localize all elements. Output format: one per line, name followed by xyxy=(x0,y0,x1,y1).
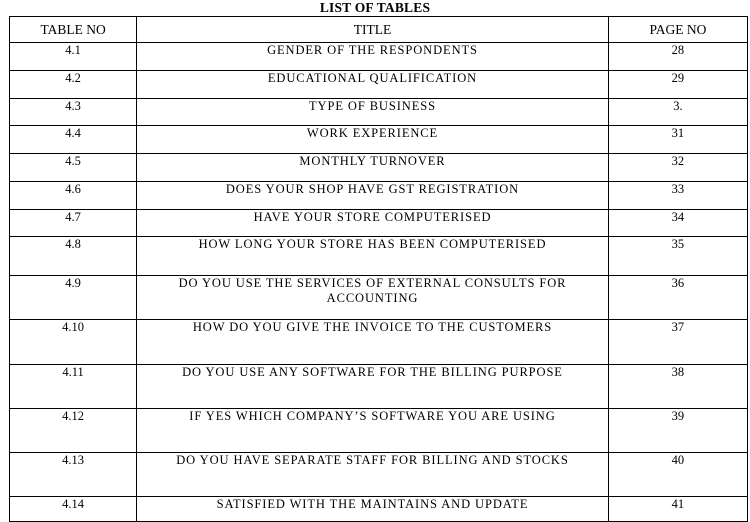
page-number: 35 xyxy=(608,237,747,276)
table-title xyxy=(137,453,609,497)
header-table-no: TABLE NO xyxy=(10,17,137,43)
table-title-text: DO YOU HAVE SEPARATE STAFF FOR BILLING AND STOCKS xyxy=(176,453,569,467)
table-title xyxy=(137,71,609,99)
page-number: 34 xyxy=(608,210,747,237)
table-title xyxy=(137,99,609,126)
table-title xyxy=(137,182,609,210)
table-title xyxy=(137,276,609,320)
table-number: 4.13 xyxy=(10,453,137,497)
table-number: 4.8 xyxy=(10,237,137,276)
page-number: 29 xyxy=(608,71,747,99)
table-title xyxy=(137,43,609,71)
page-number: 3. xyxy=(608,99,747,126)
table-title-text: DOES YOUR SHOP HAVE GST REGISTRATION xyxy=(225,182,520,196)
table-title xyxy=(137,210,609,237)
table-title-text: HAVE YOUR STORE COMPUTERISED xyxy=(253,210,492,224)
table-title-text: GENDER OF THE RESPONDENTS xyxy=(267,43,478,57)
page-number: 39 xyxy=(608,409,747,453)
table-row xyxy=(10,43,748,71)
table-number: 4.6 xyxy=(10,182,137,210)
header-title: TITLE xyxy=(137,17,609,43)
table-title-text: DO YOU USE ANY SOFTWARE FOR THE BILLING PURPOSE xyxy=(182,365,563,379)
table-number: 4.11 xyxy=(10,365,137,409)
page-number: 38 xyxy=(608,365,747,409)
table-title-text: SATISFIED WITH THE MAINTAINS AND UPDATE xyxy=(216,497,529,511)
table-title-text: TYPE OF BUSINESS xyxy=(309,99,436,113)
table-number: 4.14 xyxy=(10,497,137,522)
table-title xyxy=(137,154,609,182)
table-number: 4.9 xyxy=(10,276,137,320)
table-title xyxy=(137,237,609,276)
table-row xyxy=(10,409,748,453)
table-title-text: MONTHLY TURNOVER xyxy=(299,154,446,168)
table-number: 4.5 xyxy=(10,154,137,182)
page-number: 37 xyxy=(608,320,747,365)
table-number: 4.7 xyxy=(10,210,137,237)
table-row xyxy=(10,276,748,320)
table-row xyxy=(10,126,748,154)
table-row xyxy=(10,320,748,365)
page-number: 41 xyxy=(608,497,747,522)
table-row xyxy=(10,365,748,409)
table-title-text: IF YES WHICH COMPANY’S SOFTWARE YOU ARE USING xyxy=(189,409,556,423)
table-number: 4.2 xyxy=(10,71,137,99)
table-title xyxy=(137,320,609,365)
table-number: 4.4 xyxy=(10,126,137,154)
page-title: LIST OF TABLES xyxy=(319,0,431,15)
page-number: 28 xyxy=(608,43,747,71)
table-row xyxy=(10,237,748,276)
page-number: 32 xyxy=(608,154,747,182)
table-title-text: HOW DO YOU GIVE THE INVOICE TO THE CUSTOMERS xyxy=(192,320,553,334)
table-row xyxy=(10,497,748,522)
table-title-text: HOW LONG YOUR STORE HAS BEEN COMPUTERISED xyxy=(198,237,547,251)
table-row xyxy=(10,453,748,497)
table-title-text: WORK EXPERIENCE xyxy=(306,126,439,140)
page-number: 33 xyxy=(608,182,747,210)
table-number: 4.10 xyxy=(10,320,137,365)
table-title xyxy=(137,409,609,453)
table-row xyxy=(10,210,748,237)
page-number: 40 xyxy=(608,453,747,497)
header-row xyxy=(10,17,748,43)
list-of-tables xyxy=(9,16,748,522)
table-title xyxy=(137,365,609,409)
table-title xyxy=(137,126,609,154)
table-row xyxy=(10,154,748,182)
table-number: 4.3 xyxy=(10,99,137,126)
table-title-text: DO YOU USE THE SERVICES OF EXTERNAL CONSULTS FOR ACCOUNTING xyxy=(178,276,567,305)
table-row xyxy=(10,182,748,210)
table-number: 4.1 xyxy=(10,43,137,71)
table-title xyxy=(137,497,609,522)
table-title-text: EDUCATIONAL QUALIFICATION xyxy=(267,71,478,85)
table-number: 4.12 xyxy=(10,409,137,453)
page-number: 36 xyxy=(608,276,747,320)
header-page-no: PAGE NO xyxy=(608,17,747,43)
table-row xyxy=(10,71,748,99)
table-row xyxy=(10,99,748,126)
page-number: 31 xyxy=(608,126,747,154)
